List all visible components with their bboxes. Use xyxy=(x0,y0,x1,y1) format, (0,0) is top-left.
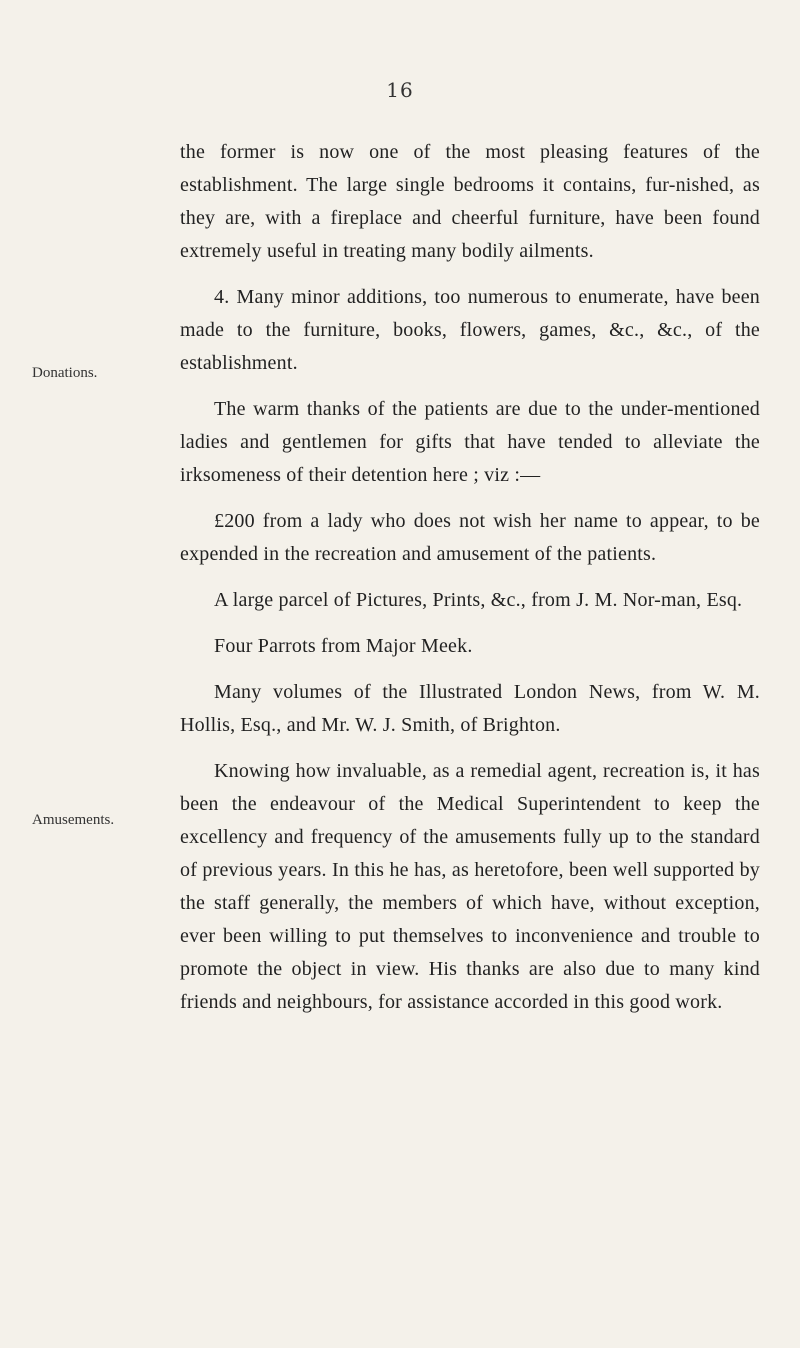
body-text xyxy=(180,136,760,1019)
page-number: 16 xyxy=(386,78,414,102)
sidenote-amusements: Amusements. xyxy=(32,812,115,828)
paragraph-donation-200: £200 from a lady who does not wish her name to appear, to be expended in the recreation and amusement of the patients. xyxy=(180,510,760,565)
paragraph-amusements: Knowing how invaluable, as a remedial agent, recreation is, it has been the endeavour of the Medical Superintendent to keep the excellency and frequency of the amusements fully up to the standard of previous years. In this he has, as heretofore, been well supported by the staff generally, the members of which have, without exception, ever been willing to put themselves to inconvenience and trouble to promote the object in view. His thanks are also due to many kind friends and neighbours, for assistance accorded in this good work. xyxy=(180,760,760,1013)
sidenote-donations: Donations. xyxy=(32,365,98,381)
paragraph-bedrooms: the former is now one of the most pleasing features of the establishment. The large single bedrooms it contains, fur-nished, as they are, with a fireplace and cheerful furniture, have been found extremely useful in treating many bodily ailments. xyxy=(180,141,760,262)
paragraph-donation-pictures: A large parcel of Pictures, Prints, &c., from J. M. Nor-man, Esq. xyxy=(214,589,743,611)
paragraph-minor-additions: 4. Many minor additions, too numerous to enumerate, have been made to the furniture, books, flowers, games, &c., &c., of the establishment. xyxy=(180,286,760,374)
paragraph-donations-intro: The warm thanks of the patients are due to the under-mentioned ladies and gentlemen for gifts that have tended to alleviate the irksomeness of their detention here ; viz :— xyxy=(180,398,760,486)
paragraph-donation-volumes: Many volumes of the Illustrated London News, from W. M. Hollis, Esq., and Mr. W. J. Smith, of Brighton. xyxy=(180,681,760,736)
paragraph-donation-parrots: Four Parrots from Major Meek. xyxy=(214,635,473,657)
